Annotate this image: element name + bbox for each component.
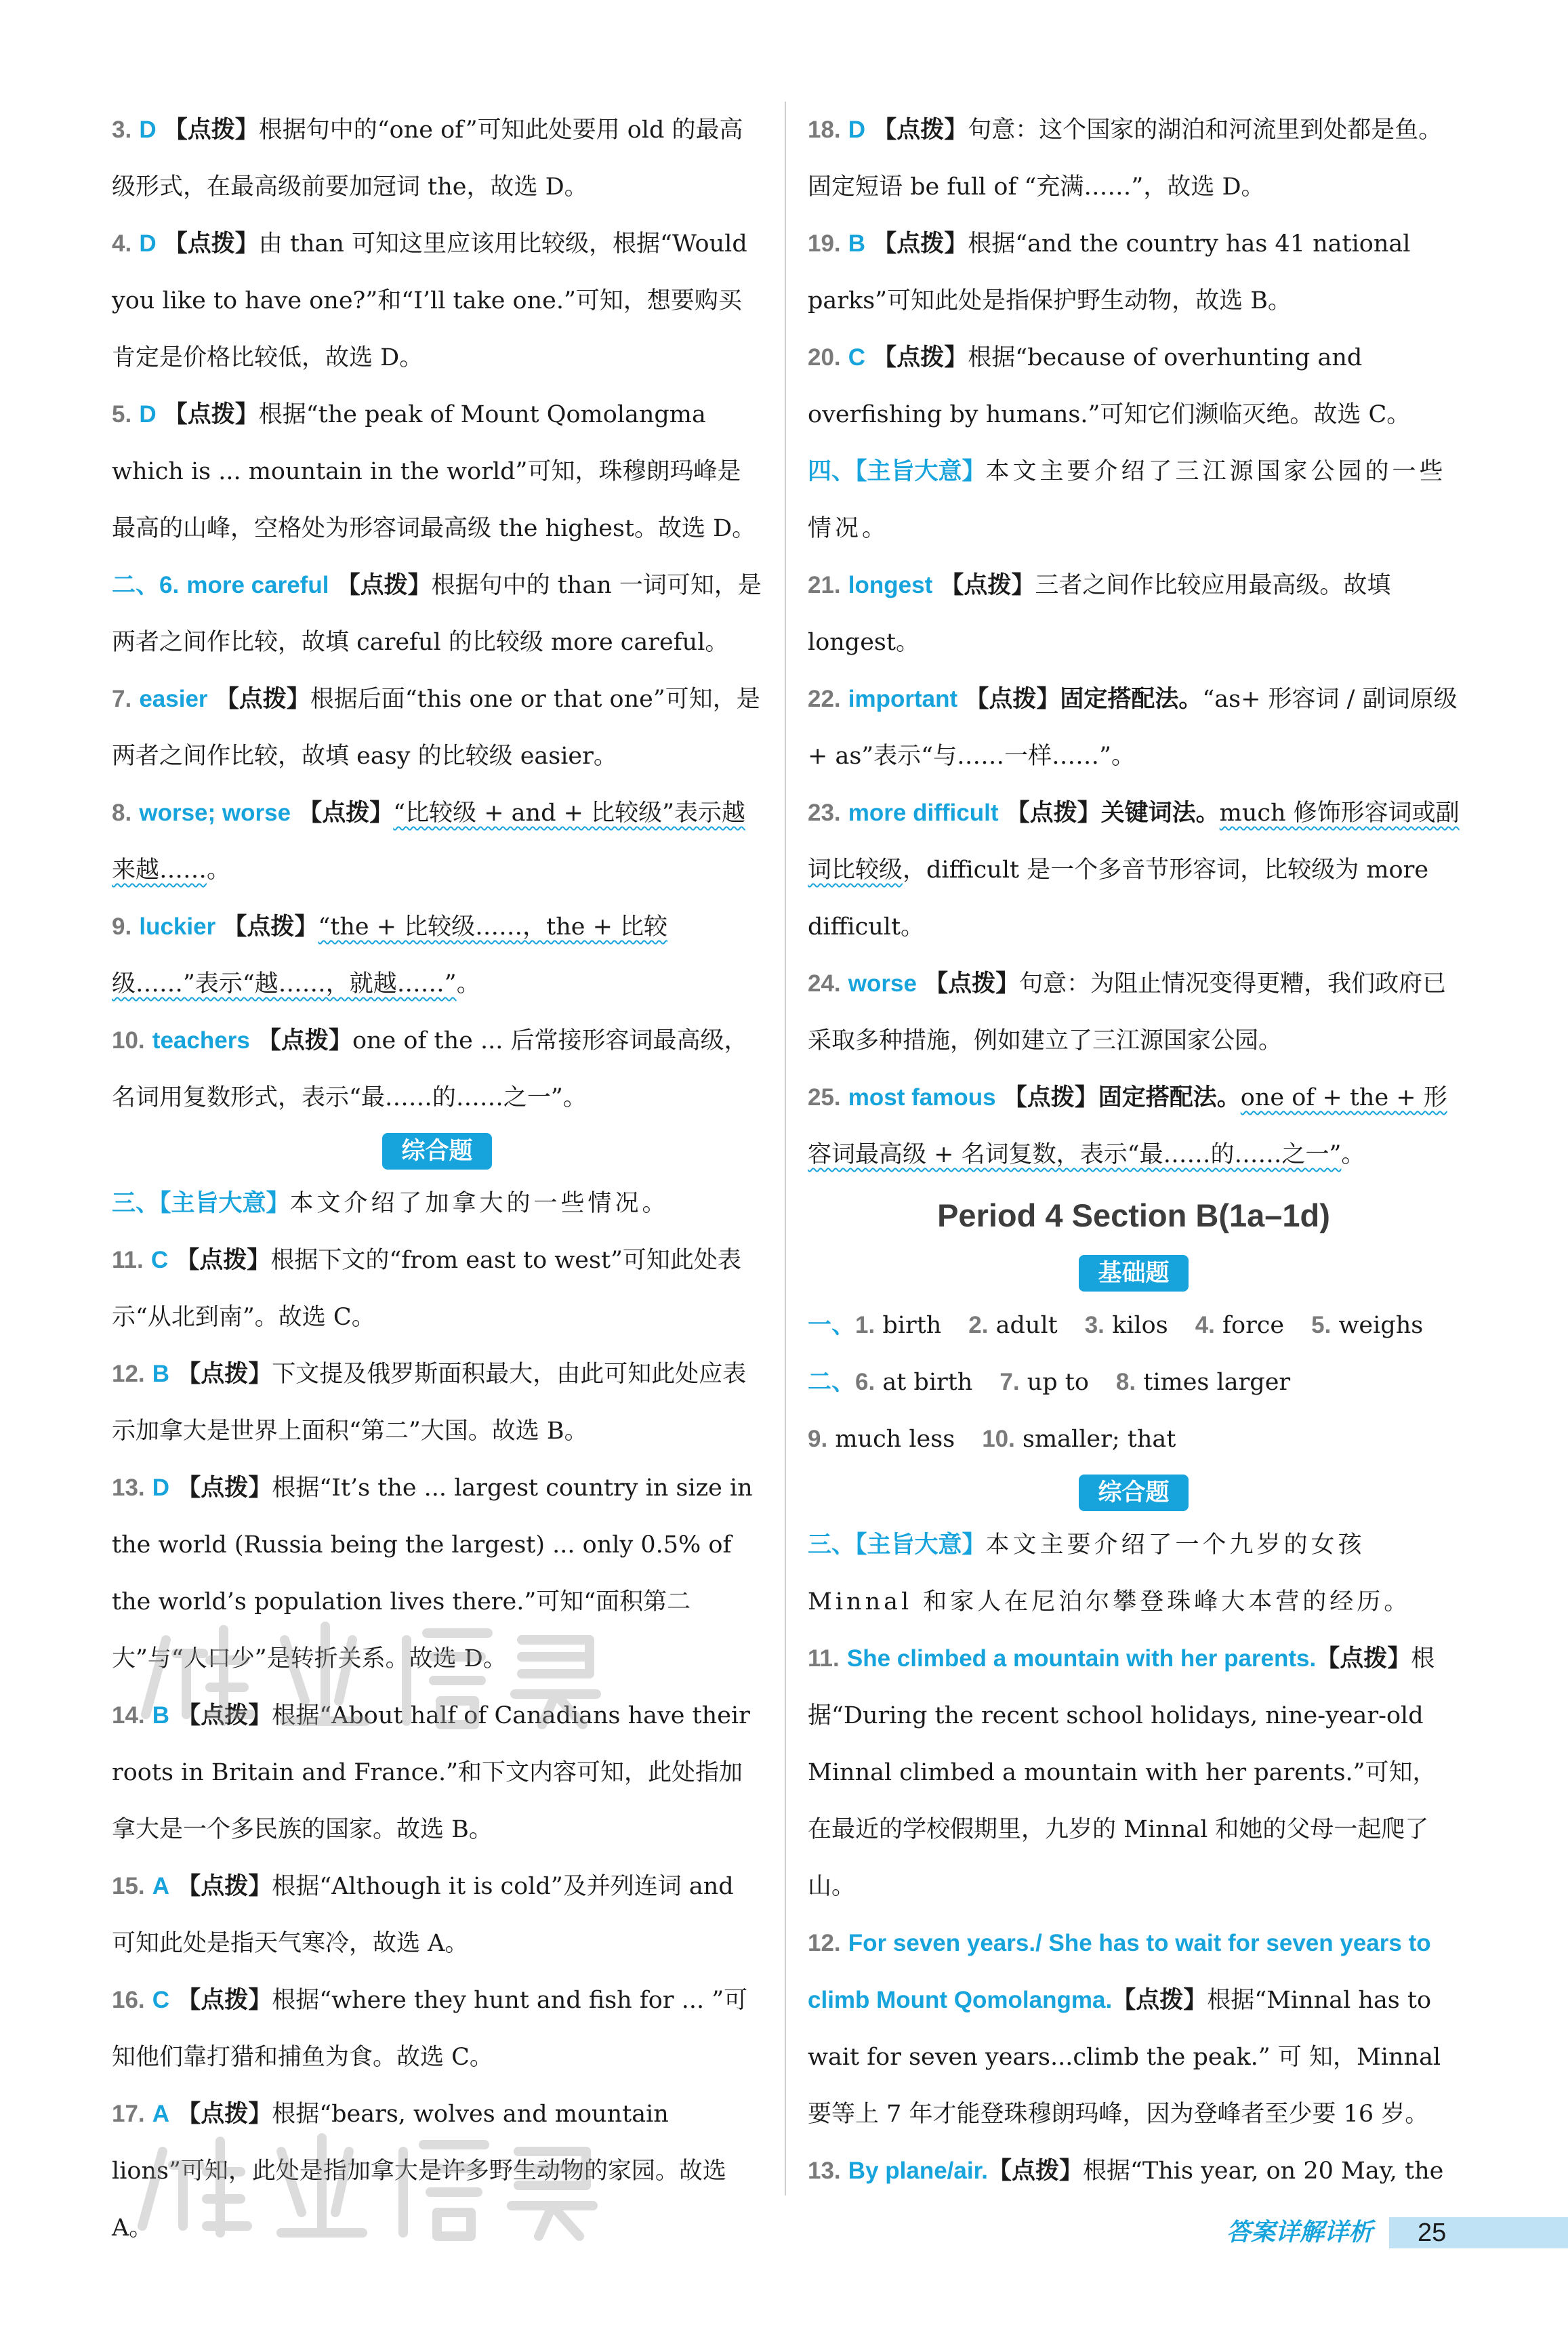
- question-number: 8.: [1115, 1369, 1136, 1395]
- explanation-text: 根据“Although it is cold”及并列连词 and 可知此处是指天气寒冷，故选 A。: [112, 1873, 734, 1957]
- explanation-text: 根据“because of overhunting and overfishing by humans.”可知它们濒临灭绝。故选 C。: [808, 344, 1411, 428]
- footer-bar: [1389, 2217, 1568, 2248]
- answer-key: By plane/air.: [848, 2158, 989, 2184]
- fill-answer: times larger: [1143, 1369, 1291, 1396]
- hint-tag: 【点拨】: [177, 2101, 272, 2128]
- answer-key: most famous: [848, 1084, 996, 1111]
- question-number: 17.: [112, 2101, 145, 2127]
- answer-key: luckier: [139, 913, 216, 940]
- answer-item-25: [808, 1069, 1460, 1183]
- fill-row-1: [808, 1297, 1460, 1354]
- explanation-text: 根据句中的 than 一词可知，是两者之间作比较，故填 careful 的比较级 more careful。: [112, 572, 762, 656]
- section-pill: 基础题: [1079, 1255, 1188, 1292]
- main-idea-4: [808, 443, 1460, 557]
- answer-item-22: [808, 671, 1460, 785]
- fill-answer: birth: [882, 1312, 942, 1339]
- page-number: 25: [1418, 2219, 1447, 2247]
- section-pill: 综合题: [1079, 1475, 1188, 1511]
- answer-key: easier: [139, 686, 208, 712]
- explanation-text: 。: [207, 857, 231, 884]
- question-number: 7.: [999, 1369, 1020, 1395]
- answer-item-13b: [808, 2143, 1460, 2200]
- question-number: 14.: [112, 1702, 145, 1729]
- explanation-text: 下文提及俄罗斯面积最大，由此可知此处应表示加拿大是世界上面积“第二”大国。故选 B。: [112, 1361, 747, 1445]
- explanation-text: 。: [456, 970, 480, 997]
- comprehensive-heading: [112, 1133, 762, 1170]
- question-number: 4.: [112, 230, 132, 257]
- section-number: 一、: [808, 1312, 856, 1339]
- fill-answer: kilos: [1112, 1312, 1168, 1339]
- hint-tag: 【点拨】: [177, 1361, 272, 1388]
- explanation-text: ，difficult 是一个多音节形容词，比较级为 more difficult。: [808, 857, 1429, 941]
- question-number: 21.: [808, 572, 841, 598]
- answer-item-13: [112, 1460, 762, 1687]
- answer-item-21: [808, 557, 1460, 671]
- hint-tag: 【点拨】: [1112, 1987, 1208, 2014]
- fill-answer: at birth: [882, 1369, 973, 1396]
- answer-key: C: [152, 1987, 170, 2013]
- fill-answer: up to: [1027, 1369, 1089, 1396]
- answer-key: D: [152, 1475, 170, 1501]
- answer-item-17: [112, 2086, 762, 2256]
- question-number: 3.: [112, 117, 132, 143]
- hint-tag: 【点拨】: [873, 117, 968, 144]
- question-number: 9.: [808, 1426, 828, 1452]
- explanation-text: 句意：这个国家的湖泊和河流里到处都是鱼。固定短语 be full of “充满……”，故选 D。: [808, 117, 1443, 201]
- hint-tag: 【点拨】: [177, 1873, 272, 1900]
- question-number: 20.: [808, 344, 841, 371]
- question-number: 16.: [112, 1987, 145, 2013]
- explanation-text: 根据后面“this one or that one”可知，是两者之间作比较，故填 easy 的比较级 easier。: [112, 686, 760, 770]
- main-idea-tag: 【主旨大意】: [855, 1531, 986, 1559]
- fill-answer: weighs: [1338, 1312, 1424, 1339]
- fill-answer: adult: [995, 1312, 1058, 1339]
- hint-tag: 【点拨】: [965, 686, 1060, 713]
- question-number: 24.: [808, 970, 841, 997]
- answer-item-6: [112, 557, 762, 671]
- section-number: 二、: [112, 572, 160, 599]
- main-idea-3b: [808, 1517, 1460, 1630]
- answer-key: B: [152, 1702, 170, 1729]
- hint-tag: 【点拨】: [336, 572, 432, 599]
- explanation-text: 根据“About half of Canadians have their roots in Britain and France.”和下文内容可知，此处指加拿大是一个多民族的国家。故选 B。: [112, 1702, 750, 1843]
- basic-heading: [808, 1255, 1460, 1292]
- answer-item-15: [112, 1858, 762, 1972]
- hint-tag: 【点拨】: [177, 1987, 272, 2014]
- question-number: 4.: [1195, 1312, 1215, 1338]
- answer-key: important: [848, 686, 958, 712]
- answer-item-24: [808, 955, 1460, 1069]
- answer-key: longest: [848, 572, 933, 598]
- main-idea-3: [112, 1175, 762, 1232]
- footer-label: 答案详解详析: [1226, 2219, 1374, 2246]
- hint-tag: 【点拨】: [873, 344, 968, 371]
- answer-item-9: [112, 899, 762, 1012]
- explanation-text: 。: [1341, 1141, 1365, 1168]
- hint-tag: 【点拨】: [177, 1475, 272, 1502]
- left-column: [112, 102, 762, 2256]
- question-number: 10.: [112, 1027, 145, 1054]
- explanation-text: 由 than 可知这里应该用比较级，根据“Would you like to have one?”和“I’ll take one.”可知，想要购买肯定是价格比较低，故选 D。: [112, 230, 747, 371]
- main-idea-tag: 【主旨大意】: [159, 1190, 290, 1217]
- highlighted-rule: one of + the + 形容词最高级 + 名词复数，表示“最……的……之一”: [808, 1084, 1447, 1168]
- main-idea-text: 本文主要介绍了一个九岁的女孩 Minnal 和家人在尼泊尔攀登珠峰大本营的经历。: [808, 1531, 1411, 1615]
- explanation-text: 根据下文的“from east to west”可知此处表示“从北到南”。故选 C。: [112, 1247, 741, 1331]
- question-number: 23.: [808, 800, 841, 826]
- explanation-text: 根据“and the country has 41 national parks”可知此处是指保护野生动物，故选 B。: [808, 230, 1411, 314]
- fill-answer: much less: [835, 1426, 955, 1453]
- fill-answer: force: [1222, 1312, 1285, 1339]
- highlighted-rule: “the + 比较级……，the + 比较级……”表示“越……，就越……”: [112, 913, 668, 997]
- explanation-text: 根据“This year, on 20 May, the: [1083, 2158, 1444, 2185]
- answer-item-23: [808, 785, 1460, 955]
- explanation-text: one of the ... 后常接形容词最高级，名词用复数形式，表示“最……的……之一”。: [112, 1027, 748, 1111]
- question-number: 10.: [982, 1426, 1015, 1452]
- period-title: Period 4 Section B(1a–1d): [937, 1197, 1330, 1233]
- hint-tag: 【点拨】: [215, 686, 310, 713]
- section-number: 三、: [112, 1190, 160, 1217]
- explanation-text: “as+ 形容词 / 副词原级 + as”表示“与……一样……”。: [808, 686, 1458, 770]
- main-idea-tag: 【主旨大意】: [855, 458, 986, 485]
- answer-key: D: [139, 401, 157, 428]
- answer-item-10: [112, 1012, 762, 1126]
- hint-tag: 【点拨】: [163, 401, 259, 428]
- question-number: 13.: [808, 2158, 841, 2184]
- question-number: 25.: [808, 1084, 841, 1111]
- right-column: [808, 102, 1460, 2200]
- answer-key: A: [152, 1873, 170, 1899]
- question-number: 13.: [112, 1475, 145, 1501]
- method-label: 固定搭配法。: [1060, 686, 1203, 713]
- answer-key: more careful: [186, 572, 329, 598]
- question-number: 22.: [808, 686, 841, 712]
- answer-item-18: [808, 102, 1460, 215]
- answer-key: D: [139, 230, 157, 257]
- question-number: 11.: [808, 1645, 840, 1672]
- question-number: 8.: [112, 800, 132, 826]
- answer-item-11: [112, 1232, 762, 1346]
- question-number: 5.: [1311, 1312, 1332, 1338]
- question-number: 2.: [968, 1312, 989, 1338]
- answer-key: worse; worse: [139, 800, 291, 826]
- answer-item-4: [112, 215, 762, 386]
- question-number: 18.: [808, 117, 841, 143]
- section-pill: 综合题: [382, 1133, 491, 1170]
- answer-item-7: [112, 671, 762, 785]
- hint-tag: 【点拨】: [873, 230, 968, 257]
- explanation-text: 根据“It’s the ... largest country in size in the world (Russia being the largest) ... only 0.5% of the world’s population lives there.”可知“面积第二大”与“人口少”是转折关系。故选 D。: [112, 1475, 753, 1672]
- hint-tag: 【点拨】: [924, 970, 1020, 997]
- hint-tag: 【点拨】: [298, 800, 394, 827]
- answer-key: D: [848, 117, 866, 143]
- section-number: 二、: [808, 1369, 856, 1396]
- explanation-text: 根据“bears, wolves and mountain lions”可知，此处是指加拿大是许多野生动物的家园。故选 A。: [112, 2101, 726, 2242]
- hint-tag: 【点拨】: [163, 117, 259, 144]
- explanation-text: 根据“During the recent school holidays, nine-year-old Minnal climbed a mountain with her parents.”可知，在最近的学校假期里，九岁的 Minnal 和她的父母一起爬了山。: [808, 1645, 1437, 1900]
- hint-tag: 【点拨】: [1006, 800, 1101, 827]
- question-number: 11.: [112, 1247, 144, 1273]
- answer-item-5: [112, 386, 762, 557]
- question-number: 1.: [855, 1312, 875, 1338]
- main-idea-text: 本文介绍了加拿大的一些情况。: [289, 1190, 669, 1217]
- answer-key: She climbed a mountain with her parents.: [846, 1645, 1317, 1672]
- fill-answer: smaller; that: [1022, 1426, 1176, 1453]
- hint-tag: 【点拨】: [163, 230, 259, 257]
- question-number: 7.: [112, 686, 132, 712]
- hint-tag: 【点拨】: [223, 913, 318, 941]
- answer-key: A: [152, 2101, 170, 2127]
- main-idea-text: 本文主要介绍了三江源国家公园的一些情况。: [808, 458, 1447, 542]
- question-number: 6.: [855, 1369, 875, 1395]
- question-number: 19.: [808, 230, 841, 257]
- answer-key: For seven years./ She has to wait for seven years to climb Mount Qomolangma.: [808, 1930, 1431, 2013]
- answer-key: C: [848, 344, 866, 371]
- answer-item-20: [808, 329, 1460, 443]
- answer-item-12: [112, 1346, 762, 1460]
- fill-row-2: [808, 1354, 1460, 1411]
- answer-key: D: [139, 117, 157, 143]
- page-footer: [1226, 2217, 1568, 2251]
- answer-key: B: [152, 1361, 170, 1387]
- question-number: 3.: [1084, 1312, 1105, 1338]
- comprehensive-heading: [808, 1475, 1460, 1511]
- hint-tag: 【点拨】: [176, 1247, 271, 1274]
- highlighted-rule: “比较级 + and + 比较级”表示越来越……: [112, 800, 745, 884]
- highlighted-rule: much 修饰形容词或副词比较级: [808, 800, 1460, 884]
- hint-tag: 【点拨】: [1316, 1645, 1411, 1672]
- answer-item-12b: [808, 1915, 1460, 2143]
- hint-tag: 【点拨】: [940, 572, 1035, 599]
- column-divider: [785, 102, 786, 2196]
- hint-tag: 【点拨】: [177, 1702, 272, 1729]
- answer-key: B: [848, 230, 866, 257]
- explanation-text: 根据“the peak of Mount Qomolangma which is ... mountain in the world”可知，珠穆朗玛峰是最高的山峰，空格处为形容词最高级 the highest。故选 D。: [112, 401, 756, 542]
- answer-item-19: [808, 215, 1460, 329]
- answer-item-8: [112, 785, 762, 899]
- answer-item-3: [112, 102, 762, 215]
- method-label: 关键词法。: [1100, 800, 1220, 827]
- method-label: 固定搭配法。: [1098, 1084, 1241, 1111]
- question-number: 9.: [112, 913, 132, 940]
- question-number: 5.: [112, 401, 132, 428]
- hint-tag: 【点拨】: [988, 2158, 1084, 2185]
- explanation-text: 根据句中的“one of”可知此处要用 old 的最高级形式，在最高级前要加冠词 the，故选 D。: [112, 117, 743, 201]
- explanation-text: 根据“where they hunt and fish for ... ”可知他们靠打猎和捕鱼为食。故选 C。: [112, 1987, 748, 2071]
- section-number: 四、: [808, 458, 856, 485]
- hint-tag: 【点拨】: [257, 1027, 352, 1054]
- answer-key: C: [150, 1247, 169, 1273]
- explanation-text: 根据“Minnal has to wait for seven years...climb the peak.” 可 知，Minnal 要等上 7 年才能登珠穆朗玛峰，因为登峰者至少要 16 岁。: [808, 1987, 1441, 2128]
- explanation-text: 三者之间作比较应用最高级。故填 longest。: [808, 572, 1391, 656]
- fill-row-3: [808, 1411, 1460, 1468]
- hint-tag: 【点拨】: [1003, 1084, 1098, 1111]
- answer-item-14: [112, 1687, 762, 1858]
- section-number: 三、: [808, 1531, 856, 1559]
- explanation-text: 句意：为阻止情况变得更糟，我们政府已采取多种措施，例如建立了三江源国家公园。: [808, 970, 1447, 1054]
- question-number: 15.: [112, 1873, 145, 1899]
- question-number: 6.: [159, 572, 180, 598]
- answer-item-11b: [808, 1630, 1460, 1915]
- question-number: 12.: [112, 1361, 145, 1387]
- answer-key: worse: [848, 970, 917, 997]
- question-number: 12.: [808, 1930, 841, 1956]
- answer-key: teachers: [152, 1027, 250, 1054]
- answer-item-16: [112, 1972, 762, 2086]
- answer-key: more difficult: [848, 800, 999, 826]
